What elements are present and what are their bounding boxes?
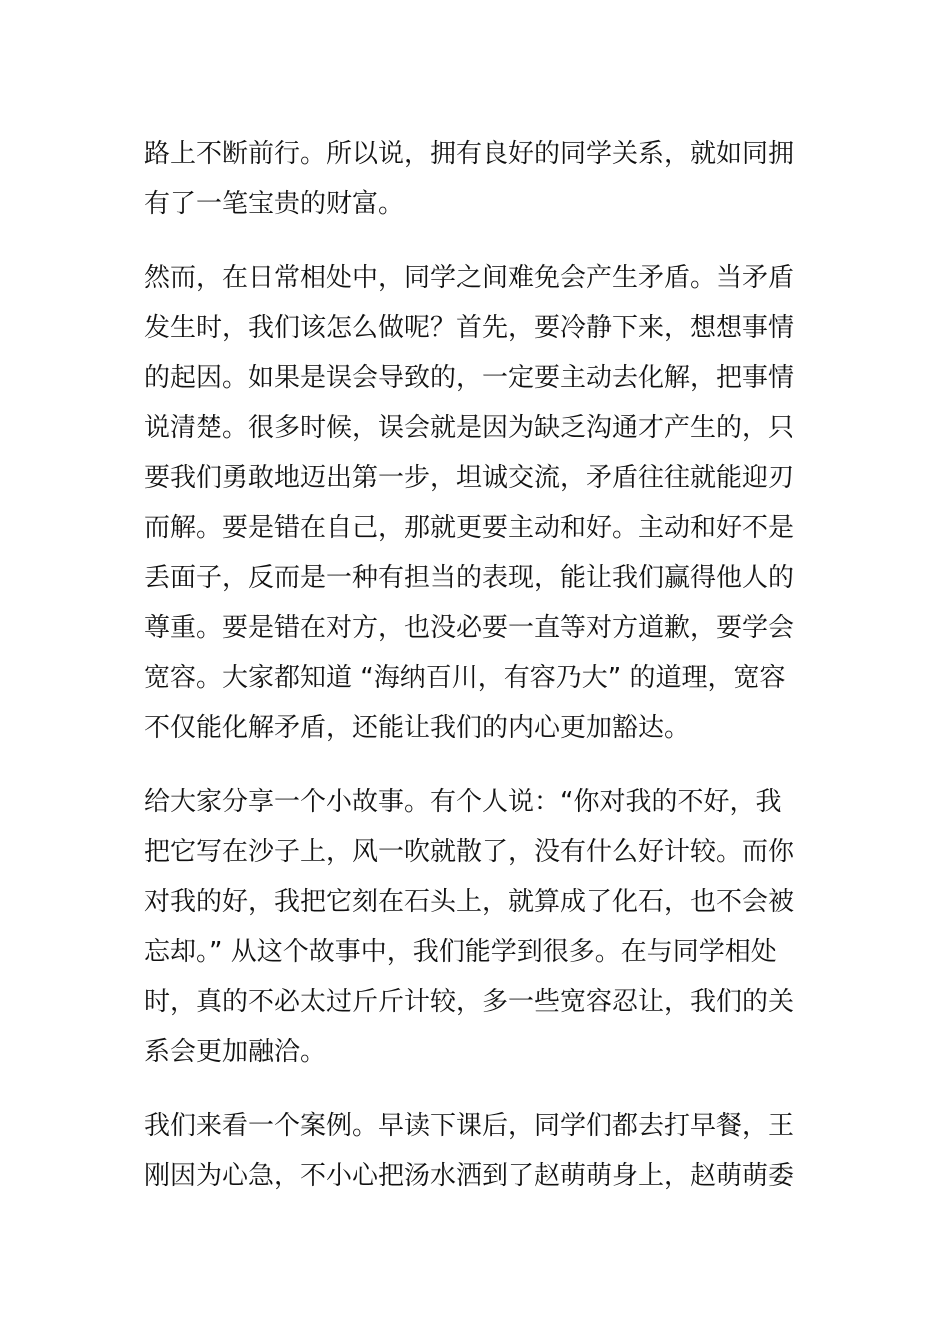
text-line: 不仅能化解矛盾，还能让我们的内心更加豁达。 [144, 713, 691, 743]
text-line: 把它写在沙子上，风一吹就散了，没有什么好计较。而你 [144, 837, 795, 867]
text-line: 发生时，我们该怎么做呢？首先，要冷静下来，想想事情 [144, 313, 795, 343]
text-line: 时，真的不必太过斤斤计较，多一些宽容忍让，我们的关 [144, 987, 795, 1017]
paragraph-1 [144, 129, 824, 229]
text-line: 要我们勇敢地迈出第一步，坦诚交流，矛盾往往就能迎刃 [144, 463, 795, 493]
text-line: 宽容。大家都知道 “海纳百川，有容乃大” 的道理，宽容 [144, 663, 786, 693]
text-line: 忘却。” 从这个故事中，我们能学到很多。在与同学相处 [144, 937, 777, 967]
text-line: 给大家分享一个小故事。有个人说：“你对我的不好，我 [144, 787, 782, 817]
text-line: 我们来看一个案例。早读下课后，同学们都去打早餐，王 [144, 1111, 795, 1141]
body-text [144, 129, 824, 1225]
text-line: 丢面子，反而是一种有担当的表现，能让我们赢得他人的 [144, 563, 795, 593]
text-line: 有了一笔宝贵的财富。 [144, 189, 405, 219]
text-line: 的起因。如果是误会导致的，一定要主动去化解，把事情 [144, 363, 795, 393]
paragraph-3 [144, 777, 824, 1077]
text-line: 然而，在日常相处中，同学之间难免会产生矛盾。当矛盾 [144, 263, 795, 293]
paragraph-2 [144, 253, 824, 753]
paragraph-4 [144, 1101, 824, 1201]
text-line: 而解。要是错在自己，那就更要主动和好。主动和好不是 [144, 513, 795, 543]
text-line: 说清楚。很多时候，误会就是因为缺乏沟通才产生的，只 [144, 413, 795, 443]
text-line: 对我的好，我把它刻在石头上，就算成了化石，也不会被 [144, 887, 795, 917]
text-line: 尊重。要是错在对方，也没必要一直等对方道歉，要学会 [144, 613, 795, 643]
text-line: 路上不断前行。所以说，拥有良好的同学关系，就如同拥 [144, 139, 795, 169]
text-line: 系会更加融洽。 [144, 1037, 327, 1067]
text-line: 刚因为心急，不小心把汤水洒到了赵萌萌身上，赵萌萌委 [144, 1161, 795, 1191]
